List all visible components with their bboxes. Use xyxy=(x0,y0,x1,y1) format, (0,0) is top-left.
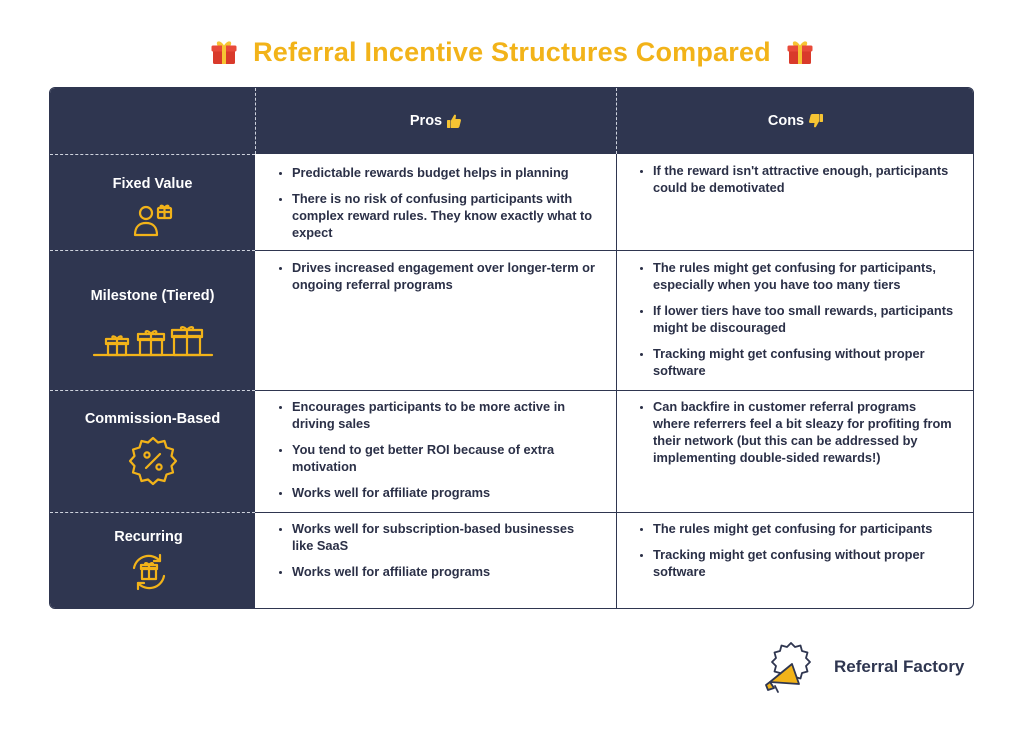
megaphone-logo-icon xyxy=(762,640,820,694)
header-pros-label: Pros xyxy=(409,113,443,129)
list-item: • There is no risk of confusing participants with complex reward rules. They know exactly what to expect xyxy=(292,190,596,241)
list-item: • Tracking might get confusing without proper software xyxy=(653,546,955,580)
row-label-text: Fixed Value xyxy=(112,176,193,192)
header-cons-label: Cons xyxy=(767,113,805,129)
brand-name: Referral Factory xyxy=(834,657,965,676)
recurring-gift-icon xyxy=(129,553,169,591)
header-pros xyxy=(256,88,616,154)
page-title: Referral Incentive Structures Compared xyxy=(253,36,771,67)
page-title-bar xyxy=(0,30,1024,74)
list-item: • The rules might get confusing for participants xyxy=(653,520,955,537)
row-divider xyxy=(50,390,255,391)
gift-icon xyxy=(785,37,815,67)
list-item: • Tracking might get confusing without proper software xyxy=(653,345,955,379)
table-header-row xyxy=(50,88,974,154)
list-item: • You tend to get better ROI because of extra motivation xyxy=(292,441,596,475)
row-label-text: Recurring xyxy=(114,529,183,545)
cell-recurring-cons xyxy=(617,513,974,609)
list-item: • The rules might get confusing for participants, especially when you have too many tiers xyxy=(653,259,955,293)
list-item: • Works well for subscription-based businesses like SaaS xyxy=(292,520,596,554)
row-label-recurring xyxy=(50,529,255,591)
list-item: • Drives increased engagement over longer-term or ongoing referral programs xyxy=(292,259,596,293)
cell-milestone-pros xyxy=(256,251,616,390)
list-item: • Works well for affiliate programs xyxy=(292,563,596,580)
comparison-table xyxy=(49,87,974,609)
header-cons xyxy=(617,88,974,154)
thumbs-up-icon xyxy=(446,113,462,129)
user-gift-icon xyxy=(131,202,175,238)
row-divider xyxy=(50,512,255,513)
row-divider xyxy=(50,250,255,251)
list-item: • If the reward isn't attractive enough, participants could be demotivated xyxy=(653,162,955,196)
brand-logo xyxy=(762,640,964,694)
cell-commission-cons xyxy=(617,391,974,512)
cell-fixed-value-pros xyxy=(256,155,616,250)
thumbs-down-icon xyxy=(808,113,824,129)
row-label-commission-based xyxy=(50,411,255,487)
cell-recurring-pros xyxy=(256,513,616,609)
cell-milestone-cons xyxy=(617,251,974,390)
percent-badge-icon xyxy=(127,435,179,487)
tiered-gifts-icon xyxy=(92,326,214,360)
row-label-milestone-tiered xyxy=(50,288,255,360)
list-item: • Works well for affiliate programs xyxy=(292,484,596,501)
row-label-fixed-value xyxy=(50,176,255,238)
list-item: • If lower tiers have too small rewards, participants might be discouraged xyxy=(653,302,955,336)
gift-icon xyxy=(209,37,239,67)
list-item: • Encourages participants to be more active in driving sales xyxy=(292,398,596,432)
list-item: • Predictable rewards budget helps in planning xyxy=(292,164,596,181)
list-item: • Can backfire in customer referral programs where referrers feel a bit sleazy for profiting from their network (but this can be addressed by implementing double-sided rewards!) xyxy=(653,398,955,466)
row-label-text: Milestone (Tiered) xyxy=(90,288,215,304)
row-divider xyxy=(50,154,255,155)
cell-commission-pros xyxy=(256,391,616,512)
cell-fixed-value-cons xyxy=(617,155,974,250)
row-label-text: Commission-Based xyxy=(84,411,221,427)
